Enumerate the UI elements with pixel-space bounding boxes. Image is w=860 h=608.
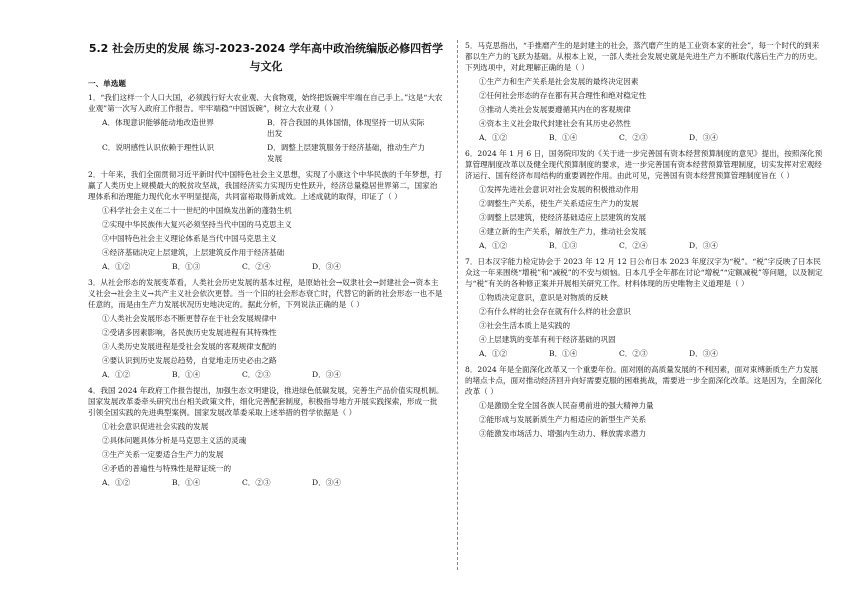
option-statement: ④经济基础决定上层建筑，上层建筑反作用于经济基础 — [102, 248, 285, 258]
answer-row — [465, 132, 825, 143]
answer-choice-c: C．②③ — [619, 133, 648, 142]
option-statement: ①发挥先进社会意识对社会发展的积极推动作用 — [479, 185, 639, 194]
option-statement: ③能激发市场活力、增强内生动力、释放需求潜力 — [479, 429, 647, 438]
section-heading: 一、单选题 — [88, 79, 126, 89]
answer-choice-a: A．①② — [102, 262, 131, 272]
answer-choice-a: A．①② — [479, 349, 508, 358]
question-stem: 2．十年来，我们全面贯彻习近平新时代中国特色社会主义思想，实现了小康这个中华民族的千年梦想，打赢了人类历史上规模最大的脱贫攻坚战，我国经济实力实现历史性跃升，经济总量稳居世界第二，国家治理体系和治理能力现代化水平明显提高，共同富裕取得新成效。上述成就的取得，印证了（ ） — [88, 170, 443, 202]
question-7 — [465, 256, 825, 359]
question-stem: 5．马克思指出，“手推磨产生的是封建主的社会，蒸汽磨产生的是工业资本家的社会”，每一个时代的到来都以生产力的飞跃为基础。从根本上说，一部人类社会发展史就是先进生产力不断取代落后生产力的历史。下列选项中，对此理解正确的是（ ） — [465, 41, 822, 72]
answer-row — [465, 240, 825, 251]
question-stem: 6．2024 年 1 月 6 日，国务院印发的《关于进一步完善国有资本经营预算制度的意见》提出，按照深化预算管理制度改革以及健全现代预算制度的要求，进一步完善国有资本经营预算管理制度，切实发挥对宏观经济运行、国有经济布局结构的重要调控作用。由此可见，完善国有资本经营预算管理制度旨在（ ） — [465, 149, 823, 180]
option-statement: ③中国特色社会主义理论体系是当代中国马克思主义 — [102, 234, 277, 244]
answer-choice-c: C．②③ — [619, 349, 648, 358]
option-statement: ④要认识到历史发展总趋势，自觉地走历史必由之路 — [102, 356, 277, 366]
option-statement: ②实现中华民族伟大复兴必须坚持当代中国的马克思主义 — [102, 220, 292, 230]
answer-choice-b: B．①④ — [549, 133, 578, 142]
answer-choice-a: A．①② — [479, 241, 508, 250]
answer-choice-a: A．①② — [479, 133, 508, 142]
option-statement: ②调整生产关系，使生产关系适应生产力的发展 — [479, 199, 639, 208]
option-statement: ③调整上层建筑，使经济基础适应上层建筑的发展 — [479, 213, 647, 222]
answer-choice-c: C．②③ — [242, 370, 271, 380]
answer-choice-c: C．②④ — [242, 262, 271, 272]
option-statement: ①是激励全党全国各族人民奋勇前进的强大精神力量 — [479, 401, 654, 410]
answer-row — [88, 369, 444, 380]
question-2 — [88, 169, 444, 272]
answer-row — [88, 477, 444, 488]
option-statement: ②能形成与发展新质生产力相适应的新型生产关系 — [479, 415, 647, 424]
answer-choice-a: A．①② — [102, 370, 131, 380]
answer-choice-a: A．体现意识能够能动地改造世界 — [102, 118, 214, 128]
answer-choice-b: B．①④ — [172, 478, 201, 488]
answer-choice-c: C．②④ — [619, 241, 648, 250]
question-3 — [88, 277, 444, 380]
question-stem: 4．我国 2024 年政府工作报告提出，加强生态文明建设，推进绿色低碳发展，完善生产品价值实现机制。国家发展改革委牵头研究出台相关政策文件，细化完善配套制度，积极指导地方开展实践探索，形成一批引领全国实践的先进典型案例。国家发展改革委采取上述举措的哲学依据是（ ） — [88, 386, 444, 418]
answer-choice-d: D．③④ — [689, 133, 718, 142]
answer-choice-d: D．③④ — [689, 241, 718, 250]
answer-choice-c: C．说明感性认识依赖于理性认识 — [102, 143, 215, 153]
page-title: 5.2 社会历史的发展 练习-2023-2024 学年高中政治统编版必修四哲学与文化 — [88, 42, 444, 73]
option-statement: ①科学社会主义在二十一世纪的中国焕发出新的蓬勃生机 — [102, 206, 292, 216]
column-divider — [457, 40, 459, 570]
option-statement: ③社会生活本质上是实践的 — [479, 321, 571, 330]
option-statement: ①物质决定意识，意识是对物质的反映 — [479, 293, 609, 302]
option-statement: ④上层建筑的变革有利于经济基础的巩固 — [479, 335, 616, 344]
option-statement: ③人类历史发展进程是受社会发展的客观规律支配的 — [102, 342, 277, 352]
answer-choice-d: D．③④ — [312, 478, 341, 488]
left-column — [88, 40, 444, 493]
option-statement: ④建立新的生产关系，解放生产力，推动社会发展 — [479, 227, 647, 236]
option-statement: ②具体问题具体分析是马克思主义活的灵魂 — [102, 436, 247, 446]
option-statement: ①社会意识促进社会实践的发展 — [102, 422, 209, 432]
question-6 — [465, 148, 825, 251]
answer-choice-d: D．③④ — [312, 262, 341, 272]
question-8 — [465, 364, 825, 439]
answer-choice-d: D．调整上层建筑服务于经济基础，推动生产力发展 — [267, 143, 425, 164]
answer-choice-b: B．①③ — [549, 241, 578, 250]
question-stem: 3．从社会形态的发展变革看，人类社会历史发展的基本过程，是原始社会→奴隶社会→封建社会→资本主义社会→社会主义→共产主义社会依次更替。当一个旧的社会形态衰亡时，代替它的新的社会形态一也不是任意的，而是由生产力发展状况历史地决定的。据此分析，下列说法正确的是（ ） — [88, 278, 443, 310]
answer-choice-d: D．③④ — [689, 349, 718, 358]
question-stem: 1．“我们这样一个人口大国，必须践行好大农业观、大食物观，始终把饭碗牢牢端在自己手上。”这是“大农业观”第一次写入政府工作报告。牢牢端稳“中国饭碗”，树立大农业观（ ） — [88, 93, 443, 114]
answer-choice-b: B．符合我国的具体国情，体现坚持一切从实际出发 — [267, 118, 425, 139]
answer-row — [88, 142, 444, 164]
answer-row — [88, 117, 444, 139]
option-statement: ③生产关系一定要适合生产力的发展 — [102, 450, 224, 460]
option-statement: ①生产力和生产关系是社会发展的最终决定因素 — [479, 77, 639, 86]
answer-choice-d: D．③④ — [312, 370, 341, 380]
question-stem: 8．2024 年是全面深化改革又一个重要年份。面对刚的高质量发展的不利因素，面对束缚新质生产力发展的堵点卡点，面对推动经济回升向好需要克服的困难挑战，需要进一步全面深化改革。这是因为，全面深化改革（ ） — [465, 365, 822, 396]
answer-choice-b: B．①③ — [172, 262, 201, 272]
question-1 — [88, 92, 444, 164]
answer-choice-c: C．②③ — [242, 478, 271, 488]
question-5 — [465, 40, 825, 143]
option-statement: ④矛盾的普遍性与特殊性是辩证统一的 — [102, 464, 232, 474]
answer-row — [465, 348, 825, 359]
answer-choice-b: B．①④ — [172, 370, 201, 380]
option-statement: ①人类社会发展形态不断更替存在于社会发展规律中 — [102, 314, 277, 324]
option-statement: ④资本主义社会取代封建社会有其历史必然性 — [479, 119, 631, 128]
option-statement: ②任何社会形态的存在都有其合理性和绝对稳定性 — [479, 91, 647, 100]
answer-choice-a: A．①② — [102, 478, 131, 488]
question-stem: 7．日本汉字能力检定协会于 2023 年 12 月 12 日公布日本 2023 年度汉字为“税”。“税”字反映了日本民众这一年来围绕“增税”和“减税”的不安与烦恼。日本几乎全年都在讨论“增税”“定额减税”等问题，以及制定与“税”有关的各种修正案并开展相关研究工作。材料体现的历史唯物主义道理是（ ） — [465, 257, 823, 288]
option-statement: ②有什么样的社会存在就有什么样的社会意识 — [479, 307, 631, 316]
option-statement: ②受诸多因素影响，各民族历史发展进程有其特殊性 — [102, 328, 277, 338]
question-4 — [88, 385, 444, 488]
right-column — [465, 40, 825, 444]
answer-choice-b: B．①④ — [549, 349, 578, 358]
option-statement: ③推动人类社会发展要遵循其内在的客观规律 — [479, 105, 631, 114]
answer-row — [88, 261, 444, 272]
